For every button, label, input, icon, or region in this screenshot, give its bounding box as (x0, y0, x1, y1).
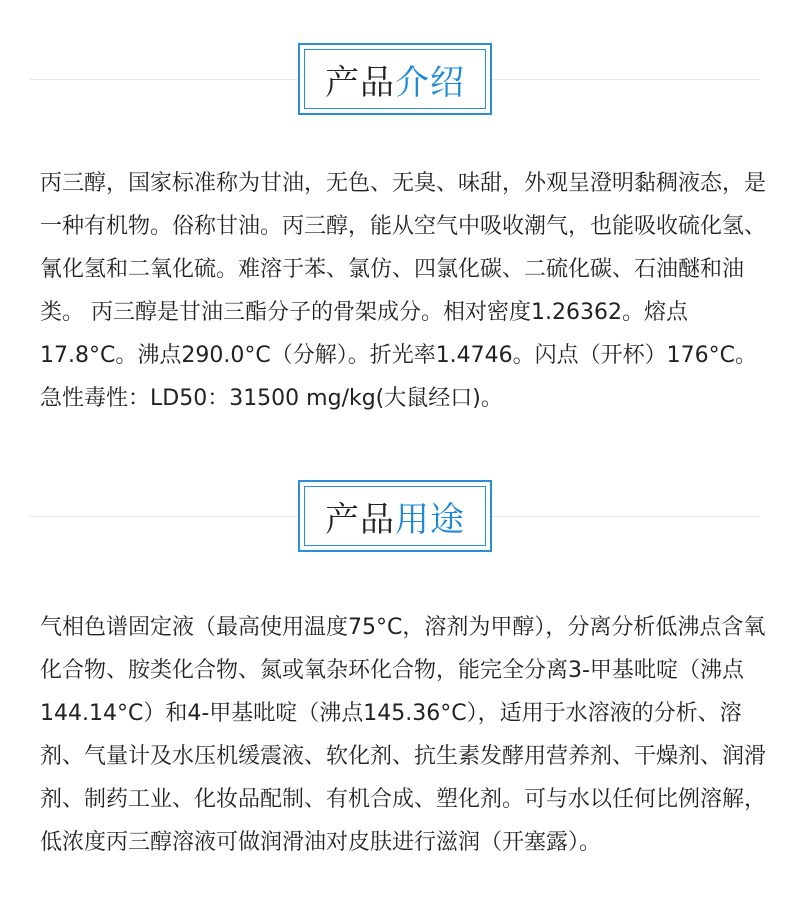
title-dark-part: 产品 (325, 499, 395, 540)
title-dark-part: 产品 (325, 62, 395, 103)
title-blue-part: 用途 (395, 499, 465, 540)
usage-paragraph: 气相色谱固定液（最高使用温度75°C，溶剂为甲醇），分离分析低沸点含氧化合物、胺类化合物、氮或氧杂环化合物，能完全分离3-甲基吡啶（沸点144.14°C）和4-甲基吡啶（沸点145.36°C），适用于水溶液的分析、溶剂、气量计及水压机缓震液、软化剂、抗生素发酵用营养剂、干燥剂、润滑剂、制药工业、化妆品配制、有机合成、塑化剂。可与水以任何比例溶解，低浓度丙三醇溶液可做润滑油对皮肤进行滋润（开塞露）。 (40, 615, 767, 855)
title-frame (298, 480, 492, 552)
title-frame (298, 43, 492, 115)
section-header-intro (0, 43, 790, 117)
intro-paragraph: 丙三醇，国家标准称为甘油，无色、无臭、味甜，外观呈澄明黏稠液态，是一种有机物。俗称甘油。丙三醇，能从空气中吸收潮气，也能吸收硫化氢、氰化氢和二氧化硫。难溶于苯、氯仿、四氯化碳、二硫化碳、石油醚和油类。 丙三醇是甘油三酯分子的骨架成分。相对密度1.26362。熔点17.8°C。沸点290.0°C（分解）。折光率1.4746。闪点（开杯）176°C。急性毒性：LD50：31500 mg/kg(大鼠经口)。 (40, 171, 767, 411)
section-title (304, 486, 486, 546)
title-blue-part: 介绍 (395, 62, 465, 103)
section-title (304, 49, 486, 109)
section-header-usage (0, 480, 790, 554)
